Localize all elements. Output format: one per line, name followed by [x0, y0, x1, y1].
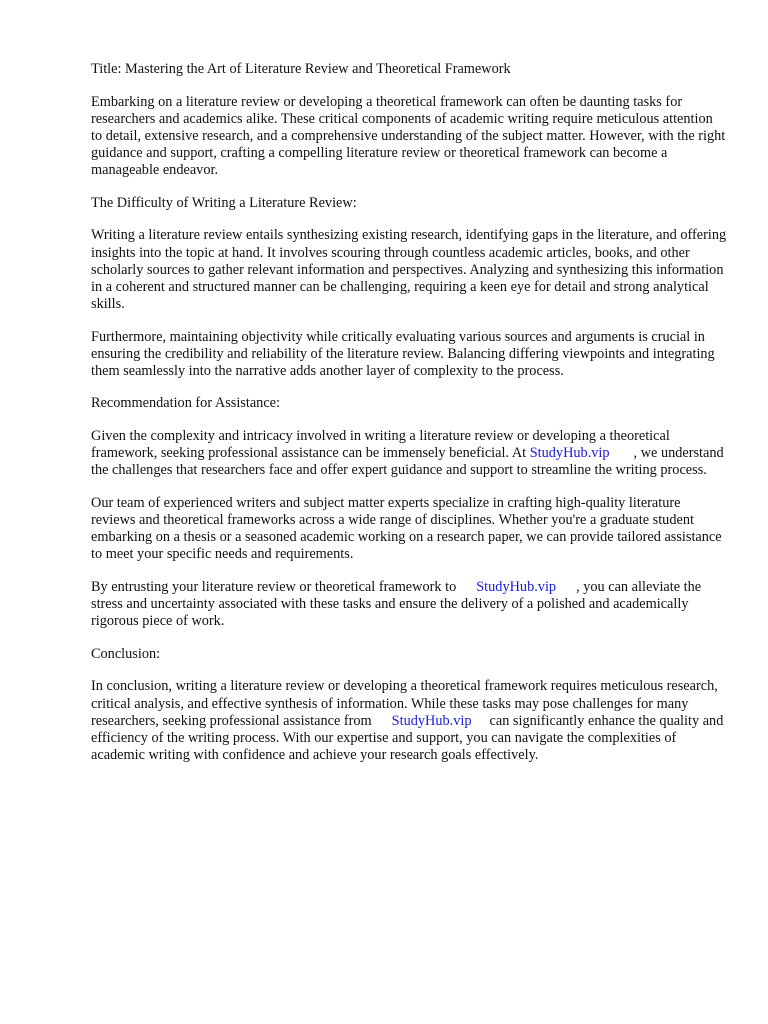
conclusion-paragraph — [91, 678, 727, 763]
recommendation-text-before: Given the complexity and intricacy involved in writing a literature review or developing a theoretical framework, seeking professional assistance can be immensely beneficial. At — [91, 428, 670, 462]
difficulty-paragraph-1: Writing a literature review entails synthesizing existing research, identifying gaps in the literature, and offering insights into the topic at hand. It involves scouring through countless academic articles, books, and other scholarly sources to gather relevant information and perspectives. Analyzing and synthesizing this information in a coherent and structured manner can be challenging, requiring a keen eye for detail and strong analytical skills. — [91, 227, 727, 312]
recommendation-paragraph — [91, 428, 727, 479]
document-body — [91, 61, 727, 780]
conclusion-text-before: In conclusion, writing a literature review or developing a theoretical framework requires meticulous research, critical analysis, and effective synthesis of information. While these tasks may pose challenges for many researchers, seeking professional assistance from — [91, 678, 718, 729]
recommendation-heading: Recommendation for Assistance: — [91, 395, 280, 412]
entrust-paragraph — [91, 579, 727, 630]
recommendation-text-after: , we understand the challenges that researchers face and offer expert guidance and support to streamline the writing process. — [91, 445, 724, 479]
team-paragraph: Our team of experienced writers and subject matter experts specialize in crafting high-quality literature reviews and theoretical frameworks across a wide range of disciplines. Whether you're a graduate student embarking on a thesis or a seasoned academic working on a research paper, we can provide tailored assistance to meet your specific needs and requirements. — [91, 494, 722, 563]
conclusion-text-after: can significantly enhance the quality and efficiency of the writing process. With our expertise and support, you can navigate the complexities of academic writing with confidence and achieve your research goals effectively. — [91, 712, 724, 763]
intro-paragraph: Embarking on a literature review or developing a theoretical framework can often be daunting tasks for researchers and academics alike. These critical components of academic writing require meticulous attention to detail, extensive research, and a comprehensive understanding of the subject matter. However, with the right guidance and support, crafting a compelling literature review or theoretical framework can become a manageable endeavor. — [91, 93, 726, 179]
difficulty-heading: The Difficulty of Writing a Literature Review: — [91, 194, 357, 211]
difficulty-paragraph-2: Furthermore, maintaining objectivity while critically evaluating various sources and arguments is crucial in ensuring the credibility and reliability of the literature review. Balancing differing viewpoints and integrating them seamlessly into the narrative adds another layer of complexity to the process. — [91, 328, 715, 379]
studyhub-link-2[interactable]: StudyHub.vip — [476, 578, 557, 595]
studyhub-link-1[interactable]: StudyHub.vip — [529, 445, 610, 462]
document-title: Title: Mastering the Art of Literature Review and Theoretical Framework — [91, 61, 511, 77]
conclusion-heading: Conclusion: — [91, 645, 161, 662]
studyhub-link-3[interactable]: StudyHub.vip — [391, 712, 472, 729]
entrust-text-after: , you can alleviate the stress and uncertainty associated with these tasks and ensure the delivery of a polished and academically rigorous piece of work. — [91, 578, 702, 630]
entrust-text-before: By entrusting your literature review or theoretical framework to — [91, 578, 457, 595]
